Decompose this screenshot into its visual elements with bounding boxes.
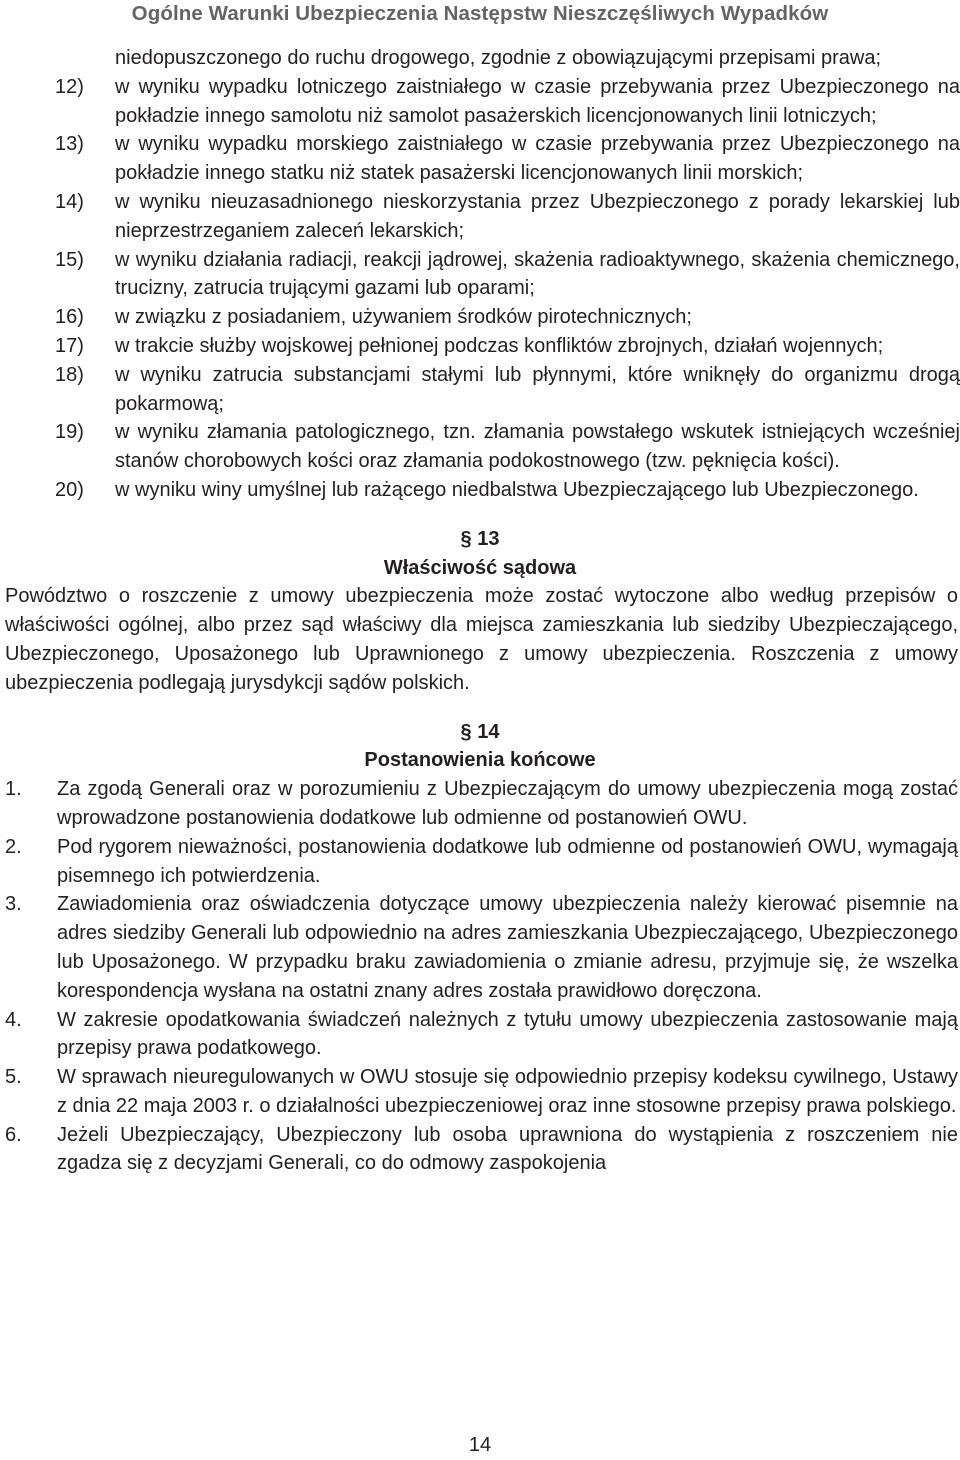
list-item (0, 303, 960, 332)
item-text: w trakcie służby wojskowej pełnionej podczas konfliktów zbrojnych, działań wojennych; (115, 334, 884, 357)
item-number: 3. (5, 893, 22, 916)
item-text: w wyniku winy umyślnej lub rażącego niedbalstwa Ubezpieczającego lub Ubezpieczonego. (115, 478, 919, 501)
item-number: 19) (55, 421, 84, 444)
item-number: 15) (55, 248, 84, 271)
item-number: 2. (5, 835, 22, 858)
list-item (0, 361, 960, 419)
list-item (0, 1006, 958, 1064)
item-text: w wyniku nieuzasadnionego nieskorzystania przez Ubezpieczonego z porady lekarskiej lub nieprzestrzeganiem zaleceń lekarskich; (115, 190, 960, 242)
item-text: w wyniku działania radiacji, reakcji jądrowej, skażenia radioaktywnego, skażenia chemicznego, trucizny, zatrucia trującymi gazami lub oparami; (115, 248, 960, 300)
item-number: 13) (55, 133, 84, 156)
exclusions-list (0, 73, 960, 505)
item-number: 16) (55, 306, 84, 329)
final-provisions-list (0, 775, 960, 1178)
continuation-text: niedopuszczonego do ruchu drogowego, zgodnie z obowiązującymi przepisami prawa; (115, 47, 882, 69)
list-item (0, 130, 960, 188)
item-number: 5. (5, 1066, 22, 1089)
item-text: w wyniku wypadku morskiego zaistniałego w czasie przebywania przez Ubezpieczonego na pokładzie innego statku niż statek pasażerski licencjonowanych linii morskich; (115, 133, 960, 185)
item-number: 18) (55, 363, 84, 386)
section-14-number: § 14 (460, 720, 500, 743)
section-13-title: Właściwość sądowa (383, 556, 577, 579)
item-number: 20) (55, 478, 84, 501)
item-text: W sprawach nieuregulowanych w OWU stosuje się odpowiednio przepisy kodeksu cywilnego, Ustawy z dnia 22 maja 2003 r. o działalności ubezpieczeniowej oraz inne stosowne przepisy prawa polskiego. (57, 1066, 958, 1117)
item-text: w związku z posiadaniem, używaniem środków pirotechnicznych; (115, 306, 692, 329)
list-item (0, 833, 958, 891)
list-item (0, 418, 960, 476)
item-text: W zakresie opodatkowania świadczeń należnych z tytułu umowy ubezpieczenia zastosowanie mają przepisy prawa podatkowego. (57, 1008, 958, 1060)
document-header: Ogólne Warunki Ubezpieczenia Następstw Nieszczęśliwych Wypadków (131, 2, 829, 25)
list-item (0, 246, 960, 304)
page-number: 14 (468, 1434, 492, 1456)
list-item (0, 332, 960, 361)
item-number: 14) (55, 190, 84, 213)
list-item (0, 188, 960, 246)
list-item (0, 775, 958, 833)
item-text: Jeżeli Ubezpieczający, Ubezpieczony lub osoba uprawniona do wystąpienia z roszczeniem nie zgadza się z decyzjami Generali, co do odmowy zaspokojenia (57, 1123, 958, 1175)
item-number: 17) (55, 334, 84, 357)
list-item (0, 73, 960, 131)
list-item (0, 890, 958, 1005)
list-item (0, 1121, 958, 1179)
item-text: Pod rygorem nieważności, postanowienia dodatkowe lub odmienne od postanowień OWU, wymagają pisemnego ich potwierdzenia. (57, 835, 958, 887)
section-13-number: § 13 (460, 527, 500, 550)
item-text: w wyniku wypadku lotniczego zaistniałego w czasie przebywania przez Ubezpieczonego na pokładzie innego samolotu niż samolot pasażerskich licencjonowanych linii lotniczych; (115, 75, 960, 127)
list-item (0, 1063, 958, 1121)
section-14-title: Postanowienia końcowe (364, 749, 596, 772)
item-text: w wyniku złamania patologicznego, tzn. złamania powstałego wskutek istniejących wcześniej stanów chorobowych kości oraz złamania podokostnowego (tzw. pęknięcia kości). (115, 421, 960, 473)
item-number: 6. (5, 1123, 22, 1146)
item-text: Za zgodą Generali oraz w porozumieniu z Ubezpieczającym do umowy ubezpieczenia mogą zostać wprowadzone postanowienia dodatkowe lub odmienne od postanowień OWU. (57, 778, 958, 829)
page-content (0, 44, 960, 1178)
item-number: 4. (5, 1008, 22, 1031)
section-13-text: Powództwo o roszczenie z umowy ubezpieczenia może zostać wytoczone albo według przepisów o właściwości ogólnej, albo przez sąd właściwy dla miejsca zamieszkania lub siedziby Ubezpieczającego, Ubezpieczonego, Uposażonego lub Uprawnionego z umowy ubezpieczenia. Roszczenia z umowy ubezpieczenia podlegają jurysdykcji sądów polskich. (5, 585, 958, 694)
item-text: Zawiadomienia oraz oświadczenia dotyczące umowy ubezpieczenia należy kierować pisemnie na adres siedziby Generali lub odpowiednio na adres zamieszkania Ubezpieczającego, Ubezpieczonego lub Uposażonego. W przypadku braku zawiadomienia o zmianie adresu, przyjmuje się, że wszelka korespondencja wysłana na ostatni znany adres została prawidłowo doręczona. (57, 893, 958, 1002)
item-text: w wyniku zatrucia substancjami stałymi lub płynnymi, które wniknęły do organizmu drogą pokarmową; (115, 363, 960, 415)
list-item (0, 476, 960, 505)
item-number: 1. (5, 778, 22, 801)
item-number: 12) (55, 75, 84, 98)
